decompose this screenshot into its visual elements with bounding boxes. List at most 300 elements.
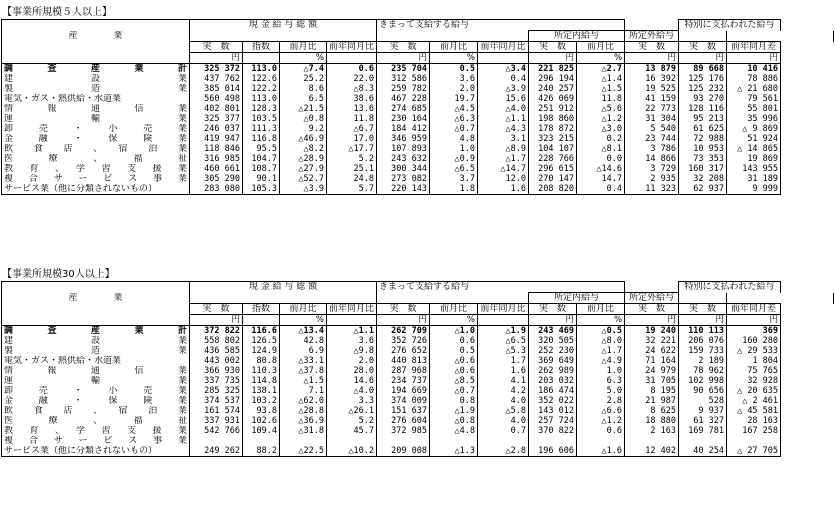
value-cell: △62.0 (280, 396, 327, 406)
industry-label: 金 融 ・ 保 険 業 (2, 134, 190, 144)
value-cell: 440 813 (377, 356, 430, 366)
value-cell: △1.5 (280, 376, 327, 386)
unit-label: 円 (625, 315, 679, 326)
value-cell: △ 14 865 (727, 144, 781, 154)
value-cell: △3.9 (280, 184, 327, 195)
value-cell: 104.7 (243, 154, 280, 164)
value-cell: 25.1 (327, 164, 377, 174)
value-cell: △0.7 (430, 386, 478, 396)
value-cell: 116.6 (243, 326, 280, 337)
actual-header: 実 数 (679, 304, 727, 315)
value-cell: △1.9 (478, 326, 529, 337)
value-cell: 3.1 (478, 134, 529, 144)
value-cell: 1.8 (430, 184, 478, 195)
value-cell (625, 436, 679, 446)
table-row (2, 124, 834, 134)
value-cell: 161 574 (190, 406, 243, 416)
value-cell: 186 474 (529, 386, 577, 396)
actual-header: 実 数 (190, 42, 243, 53)
value-cell: 14 866 (625, 154, 679, 164)
value-cell: △14.6 (577, 164, 625, 174)
value-cell: △ 21 680 (727, 84, 781, 94)
value-cell: 296 615 (529, 164, 577, 174)
value-cell: 8 195 (625, 386, 679, 396)
value-cell (190, 436, 243, 446)
value-cell: 0.5 (430, 64, 478, 75)
value-cell: △31.8 (280, 426, 327, 436)
unit-label: 円 (190, 53, 243, 64)
value-cell: 73 353 (679, 154, 727, 164)
actual-header: 実 数 (377, 304, 430, 315)
value-cell: △5.8 (478, 406, 529, 416)
value-cell: △6.5 (478, 336, 529, 346)
value-cell: 0.6 (430, 336, 478, 346)
value-cell: 385 014 (190, 84, 243, 94)
value-cell: △0.6 (430, 366, 478, 376)
table-row (2, 356, 834, 366)
value-cell: 1.6 (478, 366, 529, 376)
value-cell: △21.5 (280, 104, 327, 114)
unit-label: 円 (625, 53, 679, 64)
value-cell: 160 280 (727, 336, 781, 346)
value-cell: △2.7 (577, 64, 625, 75)
value-cell: 370 822 (529, 426, 577, 436)
value-cell: 113.0 (243, 94, 280, 104)
value-cell: 369 649 (529, 356, 577, 366)
value-cell: 102 998 (679, 376, 727, 386)
value-cell: △1.1 (478, 114, 529, 124)
value-cell: 194 669 (377, 386, 430, 396)
value-cell: 6.9 (280, 346, 327, 356)
value-cell: 0.5 (430, 346, 478, 356)
value-cell: 246 037 (190, 124, 243, 134)
value-cell: 90 656 (679, 386, 727, 396)
value-cell: 3 786 (625, 144, 679, 154)
value-cell: △8.5 (430, 376, 478, 386)
value-cell: 209 008 (377, 446, 430, 457)
value-cell (430, 436, 478, 446)
industry-label: 電気・ガス・熱供給・水道業 (2, 356, 190, 366)
value-cell: 230 164 (377, 114, 430, 124)
value-cell: △4.0 (327, 386, 377, 396)
unit-label: 円 (679, 53, 727, 64)
value-cell: △8.2 (280, 144, 327, 154)
value-cell: 116.8 (243, 134, 280, 144)
value-cell: 40 254 (679, 446, 727, 457)
value-cell: 337 931 (190, 416, 243, 426)
industry-label: 教 育 、 学 習 支 援 業 (2, 164, 190, 174)
value-cell: 2.0 (327, 356, 377, 366)
value-cell: 9.2 (280, 124, 327, 134)
value-cell: 122.6 (243, 74, 280, 84)
table-row (2, 326, 834, 337)
industry-label: 飲 食 店 、 宿 泊 業 (2, 406, 190, 416)
value-cell: 22 773 (625, 104, 679, 114)
value-cell: 5 540 (625, 124, 679, 134)
value-cell: 320 505 (529, 336, 577, 346)
value-cell: 108.7 (243, 164, 280, 174)
value-cell: 151 637 (377, 406, 430, 416)
wage-table (1, 19, 834, 195)
value-cell: 257 724 (529, 416, 577, 426)
value-cell: 107 893 (377, 144, 430, 154)
actual-header: 実 数 (529, 304, 577, 315)
value-cell: 24 979 (625, 366, 679, 376)
industry-label: 製 造 業 (2, 84, 190, 94)
special-pay-header: 特別に支払われた給与 (679, 282, 781, 293)
value-cell (377, 436, 430, 446)
value-cell: 8.6 (280, 84, 327, 94)
industry-label: 情 報 通 信 業 (2, 366, 190, 376)
value-cell: 125 232 (679, 84, 727, 94)
value-cell: 0.8 (430, 396, 478, 406)
value-cell: 9 999 (727, 184, 781, 195)
value-cell: △1.6 (577, 446, 625, 457)
value-cell: 75 765 (727, 366, 781, 376)
value-cell: 419 947 (190, 134, 243, 144)
value-cell: 5.2 (327, 416, 377, 426)
industry-label: 建 設 業 (2, 74, 190, 84)
unit-label: 円 (727, 53, 781, 64)
special-pay-header: 特別に支払われた給与 (679, 20, 781, 31)
value-cell: 14.7 (577, 174, 625, 184)
value-cell: 25.2 (280, 74, 327, 84)
table-row (2, 84, 834, 94)
value-cell: △1.2 (577, 114, 625, 124)
value-cell: 251 912 (529, 104, 577, 114)
value-cell: 184 412 (377, 124, 430, 134)
yoy-diff-header: 前年同月差 (727, 42, 781, 53)
value-cell: 21 987 (625, 396, 679, 406)
value-cell: △5.3 (478, 346, 529, 356)
value-cell: 259 782 (377, 84, 430, 94)
scheduled-pay-header: 所定内給与 (529, 293, 625, 304)
value-cell: 4.2 (478, 386, 529, 396)
value-cell: △1.5 (577, 84, 625, 94)
value-cell: 287 968 (377, 366, 430, 376)
value-cell: △0.8 (430, 416, 478, 426)
value-cell: 103.2 (243, 396, 280, 406)
unit-label: 円 (679, 315, 727, 326)
value-cell: △4.8 (430, 426, 478, 436)
yoy-header: 前年同月比 (478, 42, 529, 53)
value-cell: △52.7 (280, 174, 327, 184)
industry-label: 調 査 産 業 計 (2, 64, 190, 75)
value-cell: 0.0 (577, 154, 625, 164)
value-cell: △0.8 (280, 114, 327, 124)
industry-label: 建 設 業 (2, 336, 190, 346)
industry-label: 複 合 サ ー ビ ス 事 業 (2, 436, 190, 446)
value-cell: 93 270 (679, 94, 727, 104)
value-cell: △6.6 (577, 406, 625, 416)
index-header: 指数 (243, 42, 280, 53)
value-cell: 118 846 (190, 144, 243, 154)
value-cell: 109.4 (243, 426, 280, 436)
value-cell: 51 924 (727, 134, 781, 144)
value-cell: △ 45 581 (727, 406, 781, 416)
value-cell: 1 804 (727, 356, 781, 366)
value-cell: 22.0 (327, 74, 377, 84)
value-cell: 5.0 (577, 386, 625, 396)
unit-label: 円 (377, 53, 430, 64)
unit-label: % (280, 53, 327, 64)
value-cell: △10.2 (327, 446, 377, 457)
table-row (2, 336, 834, 346)
table-row (2, 154, 834, 164)
value-cell: 366 930 (190, 366, 243, 376)
unit-label: 円 (529, 315, 577, 326)
value-cell: 32 221 (625, 336, 679, 346)
value-cell: 42.8 (280, 336, 327, 346)
value-cell: 138.1 (243, 386, 280, 396)
value-cell: 110 113 (679, 326, 727, 337)
value-cell: 270 147 (529, 174, 577, 184)
industry-label: 製 造 業 (2, 346, 190, 356)
value-cell: 221 825 (529, 64, 577, 75)
value-cell: 196 606 (529, 446, 577, 457)
value-cell: 31 705 (625, 376, 679, 386)
table-row (2, 114, 834, 124)
industry-label: 卸 売 ・ 小 売 業 (2, 124, 190, 134)
value-cell: 208 820 (529, 184, 577, 195)
value-cell: 1.7 (478, 356, 529, 366)
value-cell: 62 937 (679, 184, 727, 195)
industry-label: 飲 食 店 、 宿 泊 業 (2, 144, 190, 154)
value-cell: △37.8 (280, 366, 327, 376)
value-cell: 90.1 (243, 174, 280, 184)
value-cell: 28 163 (727, 416, 781, 426)
value-cell: △36.9 (280, 416, 327, 426)
industry-label: 教 育 、 学 習 支 援 業 (2, 426, 190, 436)
table-row (2, 436, 834, 446)
value-cell: 35 996 (727, 114, 781, 124)
value-cell: 372 822 (190, 326, 243, 337)
value-cell: 11 323 (625, 184, 679, 195)
value-cell: △4.9 (577, 356, 625, 366)
value-cell: 206 076 (679, 336, 727, 346)
value-cell (577, 436, 625, 446)
table-row (2, 134, 834, 144)
actual-header: 実 数 (679, 42, 727, 53)
value-cell: 436 585 (190, 346, 243, 356)
value-cell: 6.3 (577, 376, 625, 386)
value-cell: 32 208 (679, 174, 727, 184)
value-cell: 285 325 (190, 386, 243, 396)
value-cell: △1.9 (430, 406, 478, 416)
value-cell: 14.6 (327, 376, 377, 386)
value-cell: 0.4 (478, 74, 529, 84)
value-cell: △ 9 869 (727, 124, 781, 134)
value-cell: 95.5 (243, 144, 280, 154)
unit-label: 円 (529, 53, 577, 64)
unit-label: 円 (377, 315, 430, 326)
value-cell: △17.7 (327, 144, 377, 154)
value-cell: 17.0 (327, 134, 377, 144)
mom-header: 前月比 (280, 304, 327, 315)
value-cell: 220 143 (377, 184, 430, 195)
value-cell: 337 735 (190, 376, 243, 386)
value-cell: 560 498 (190, 94, 243, 104)
value-cell: △8.0 (577, 336, 625, 346)
industry-label: 医 療 、 福 祉 (2, 416, 190, 426)
wage-table (1, 281, 834, 457)
value-cell: 2 163 (625, 426, 679, 436)
value-cell: 558 802 (190, 336, 243, 346)
value-cell: 252 230 (529, 346, 577, 356)
value-cell: 325 377 (190, 114, 243, 124)
value-cell: 426 069 (529, 94, 577, 104)
unit-label: % (430, 315, 478, 326)
value-cell: 235 704 (377, 64, 430, 75)
value-cell: △ 20 635 (727, 386, 781, 396)
value-cell: 80.8 (243, 356, 280, 366)
value-cell: 234 737 (377, 376, 430, 386)
value-cell (529, 436, 577, 446)
cash-total-header: 現 金 給 与 総 額 (190, 282, 377, 293)
value-cell: 5.7 (327, 184, 377, 195)
value-cell: 124.9 (243, 346, 280, 356)
value-cell: 13.6 (327, 104, 377, 114)
table-row (2, 446, 834, 457)
value-cell: 346 959 (377, 134, 430, 144)
value-cell: 203 032 (529, 376, 577, 386)
actual-header: 実 数 (377, 42, 430, 53)
value-cell: △0.6 (430, 356, 478, 366)
industry-label: 金 融 ・ 保 険 業 (2, 396, 190, 406)
value-cell: 128 116 (679, 104, 727, 114)
value-cell: △28.8 (280, 406, 327, 416)
value-cell: 3.6 (327, 336, 377, 346)
value-cell: 0.4 (577, 184, 625, 195)
industry-label: 運 輸 業 (2, 114, 190, 124)
table-row (2, 406, 834, 416)
value-cell (327, 436, 377, 446)
value-cell: 126.5 (243, 336, 280, 346)
value-cell: 6.5 (280, 94, 327, 104)
yoy-header: 前年同月比 (327, 304, 377, 315)
table-row (2, 366, 834, 376)
value-cell: 11.8 (577, 94, 625, 104)
industry-header: 産 業 (2, 31, 190, 42)
mom-header: 前月比 (280, 42, 327, 53)
value-cell: 249 262 (190, 446, 243, 457)
value-cell: 169 781 (679, 426, 727, 436)
value-cell: △8.1 (577, 144, 625, 154)
value-cell: 369 (727, 326, 781, 337)
value-cell: △6.7 (327, 124, 377, 134)
industry-label: 医 療 、 福 祉 (2, 154, 190, 164)
value-cell: 4.1 (478, 376, 529, 386)
value-cell: 55 801 (727, 104, 781, 114)
table-row (2, 426, 834, 436)
value-cell: 273 082 (377, 174, 430, 184)
value-cell: △28.9 (280, 154, 327, 164)
value-cell: △9.8 (327, 346, 377, 356)
mom-header: 前月比 (430, 42, 478, 53)
value-cell: 12 402 (625, 446, 679, 457)
value-cell: △4.5 (430, 104, 478, 114)
table-row (2, 376, 834, 386)
value-cell: 0.6 (327, 64, 377, 75)
value-cell: 178 872 (529, 124, 577, 134)
value-cell: 437 762 (190, 74, 243, 84)
value-cell: △0.7 (430, 124, 478, 134)
value-cell: 276 652 (377, 346, 430, 356)
value-cell: △1.2 (577, 416, 625, 426)
value-cell: △46.9 (280, 134, 327, 144)
value-cell: 2 189 (679, 356, 727, 366)
overtime-pay-header: 所定外給与 (625, 293, 679, 304)
value-cell: 2 935 (625, 174, 679, 184)
section-title: 【事業所規模５人以上】 (2, 7, 112, 18)
value-cell: 160 317 (679, 164, 727, 174)
value-cell: 19 869 (727, 154, 781, 164)
value-cell: △8.3 (327, 84, 377, 94)
industry-label: 電気・ガス・熱供給・水道業 (2, 94, 190, 104)
value-cell: 45.7 (327, 426, 377, 436)
value-cell: 283 080 (190, 184, 243, 195)
value-cell: 110.3 (243, 366, 280, 376)
value-cell: 443 002 (190, 356, 243, 366)
value-cell: 31 189 (727, 174, 781, 184)
value-cell: 103.5 (243, 114, 280, 124)
value-cell: 143 955 (727, 164, 781, 174)
unit-label: % (577, 53, 625, 64)
value-cell: 240 257 (529, 84, 577, 94)
value-cell: 2.8 (577, 396, 625, 406)
value-cell: 79 561 (727, 94, 781, 104)
value-cell: 296 194 (529, 74, 577, 84)
value-cell: 1.6 (478, 184, 529, 195)
table-row (2, 174, 834, 184)
value-cell (280, 436, 327, 446)
value-cell: 325 372 (190, 64, 243, 75)
value-cell: 41 159 (625, 94, 679, 104)
value-cell: 12.0 (478, 174, 529, 184)
value-cell: 13 879 (625, 64, 679, 75)
industry-label: 調 査 産 業 計 (2, 326, 190, 337)
mom-header: 前月比 (577, 304, 625, 315)
value-cell: 3 729 (625, 164, 679, 174)
unit-label: % (430, 53, 478, 64)
value-cell: 1.0 (430, 144, 478, 154)
value-cell: 61 327 (679, 416, 727, 426)
value-cell: △7.4 (280, 64, 327, 75)
value-cell: 528 (679, 396, 727, 406)
table-row (2, 346, 834, 356)
scheduled-pay-header: 所定内給与 (529, 31, 625, 42)
value-cell: △0.9 (430, 154, 478, 164)
value-cell (727, 436, 781, 446)
value-cell: △0.5 (577, 326, 625, 337)
value-cell: 274 685 (377, 104, 430, 114)
value-cell: 3.3 (327, 396, 377, 406)
value-cell: 0.7 (478, 426, 529, 436)
value-cell: △1.1 (327, 326, 377, 337)
industry-label: サービス業（他に分類されないもの） (2, 446, 190, 457)
value-cell: 372 985 (377, 426, 430, 436)
value-cell: 2.0 (430, 84, 478, 94)
industry-header-cell (2, 282, 190, 293)
industry-label: 複 合 サ ー ビ ス 事 業 (2, 174, 190, 184)
value-cell: 102.6 (243, 416, 280, 426)
value-cell: 143 012 (529, 406, 577, 416)
value-cell: 312 586 (377, 74, 430, 84)
value-cell: 0.2 (577, 134, 625, 144)
industry-header: 産 業 (2, 293, 190, 304)
unit-label: % (280, 315, 327, 326)
value-cell: △ 27 705 (727, 446, 781, 457)
